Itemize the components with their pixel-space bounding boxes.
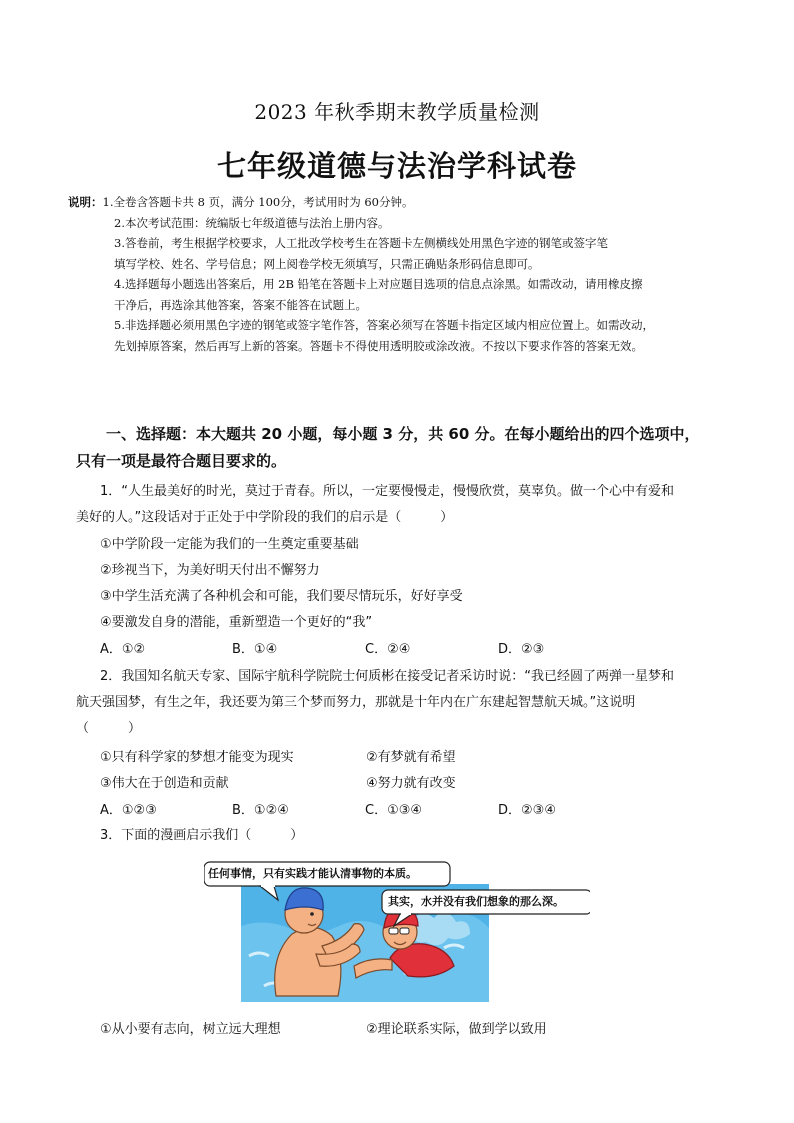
question-3-option: ①从小要有志向，树立远大理想 — [100, 1022, 281, 1037]
question-2-option: ④努力就有改变 — [366, 776, 456, 791]
section-heading-line: 一、选择题：本大题共 20 小题，每小题 3 分，共 60 分。在每小题给出的四个选项中， — [106, 425, 700, 443]
question-2-answer-d[interactable]: D．②③④ — [498, 803, 556, 818]
note-item: 3.答卷前，考生根据学校要求，人工批改学校考生在答题卡左侧横线处用黑色字迹的钢笔或签字笔 — [114, 236, 608, 250]
speech-text-right: 其实，水并没有我们想象的那么深。 — [388, 895, 564, 908]
question-1-answer-b[interactable]: B．①④ — [232, 642, 278, 657]
exam-title: 2023 年秋季期末教学质量检测 — [254, 100, 540, 124]
question-1-answer-a[interactable]: A．①② — [100, 642, 146, 657]
note-item: 填写学校、姓名、学号信息；网上阅卷学校无须填写，只需正确贴条形码信息即可。 — [114, 256, 540, 271]
question-2-line: 2．我国知名航天专家、国际宇航科学院院士何质彬在接受记者采访时说：“我已经圆了两弹一星梦和 — [100, 669, 675, 684]
note-item: 2.本次考试范围：统编版七年级道德与法治上册内容。 — [114, 215, 390, 230]
question-3-stem: 3．下面的漫画启示我们（ ） — [100, 828, 304, 843]
swimming-cartoon — [204, 856, 590, 1004]
question-1-line: 1．“人生最美好的时光，莫过于青春。所以，一定要慢慢走，慢慢欣赏，莫辜负。做一个心中有爱和 — [100, 484, 675, 499]
question-1-option: ③中学生活充满了各种机会和可能，我们要尽情玩乐，好好享受 — [100, 589, 463, 604]
question-2-option: ③伟大在于创造和贡献 — [100, 776, 229, 791]
question-2-line: 航天强国梦，有生之年，我还要为第三个梦而努力，那就是十年内在广东建起智慧航天城。”这说明 — [76, 695, 636, 710]
question-2-option: ①只有科学家的梦想才能变为现实 — [100, 750, 294, 765]
question-2-answer-c[interactable]: C．①③④ — [365, 803, 423, 818]
question-1-option: ①中学阶段一定能为我们的一生奠定重要基础 — [100, 537, 359, 552]
question-2-answer-a[interactable]: A．①②③ — [100, 803, 157, 818]
question-1-answer-c[interactable]: C．②④ — [365, 642, 411, 657]
question-3-option: ②理论联系实际，做到学以致用 — [366, 1022, 547, 1037]
question-1-option: ②珍视当下，为美好明天付出不懈努力 — [100, 563, 320, 578]
note-item: 1.全卷含答题卡共 8 页，满分 100分，考试用时为 60分钟。 — [102, 195, 414, 209]
question-1-line: 美好的人。”这段话对于正处于中学阶段的我们的启示是（ ） — [76, 510, 454, 525]
note-item: 先划掉原答案，然后再写上新的答案。答题卡不得使用透明胶或涂改液。不按以下要求作答的答案无效。 — [114, 338, 643, 353]
question-2-option: ②有梦就有希望 — [366, 750, 456, 765]
section-heading-line: 只有一项是最符合题目要求的。 — [76, 452, 287, 470]
question-2-line: （ ） — [76, 721, 142, 736]
note-item: 4.选择题每小题选出答案后，用 2B 铅笔在答题卡上对应题目选项的信息点涂黑。如需改动，请用橡皮擦 — [114, 277, 643, 291]
note-item: 5.非选择题必须用黑色字迹的钢笔或签字笔作答，答案必须写在答题卡指定区域内相应位置上。如需改动， — [114, 318, 654, 332]
speech-text-left: 任何事情，只有实践才能认清事物的本质。 — [208, 867, 417, 880]
question-1-answer-d[interactable]: D．②③ — [498, 642, 545, 657]
question-2-answer-b[interactable]: B．①②④ — [232, 803, 289, 818]
notes-label: 说明： — [68, 195, 103, 209]
exam-subtitle: 七年级道德与法治学科试卷 — [216, 149, 577, 183]
question-2-stem — [76, 664, 724, 742]
question-1-stem — [76, 479, 724, 531]
note-item: 干净后，再选涂其他答案，答案不能答在试题上。 — [114, 297, 367, 312]
exam-notes — [68, 192, 728, 356]
question-1-option: ④要激发自身的潜能，重新塑造一个更好的“我” — [100, 615, 373, 630]
section-heading — [76, 421, 722, 475]
